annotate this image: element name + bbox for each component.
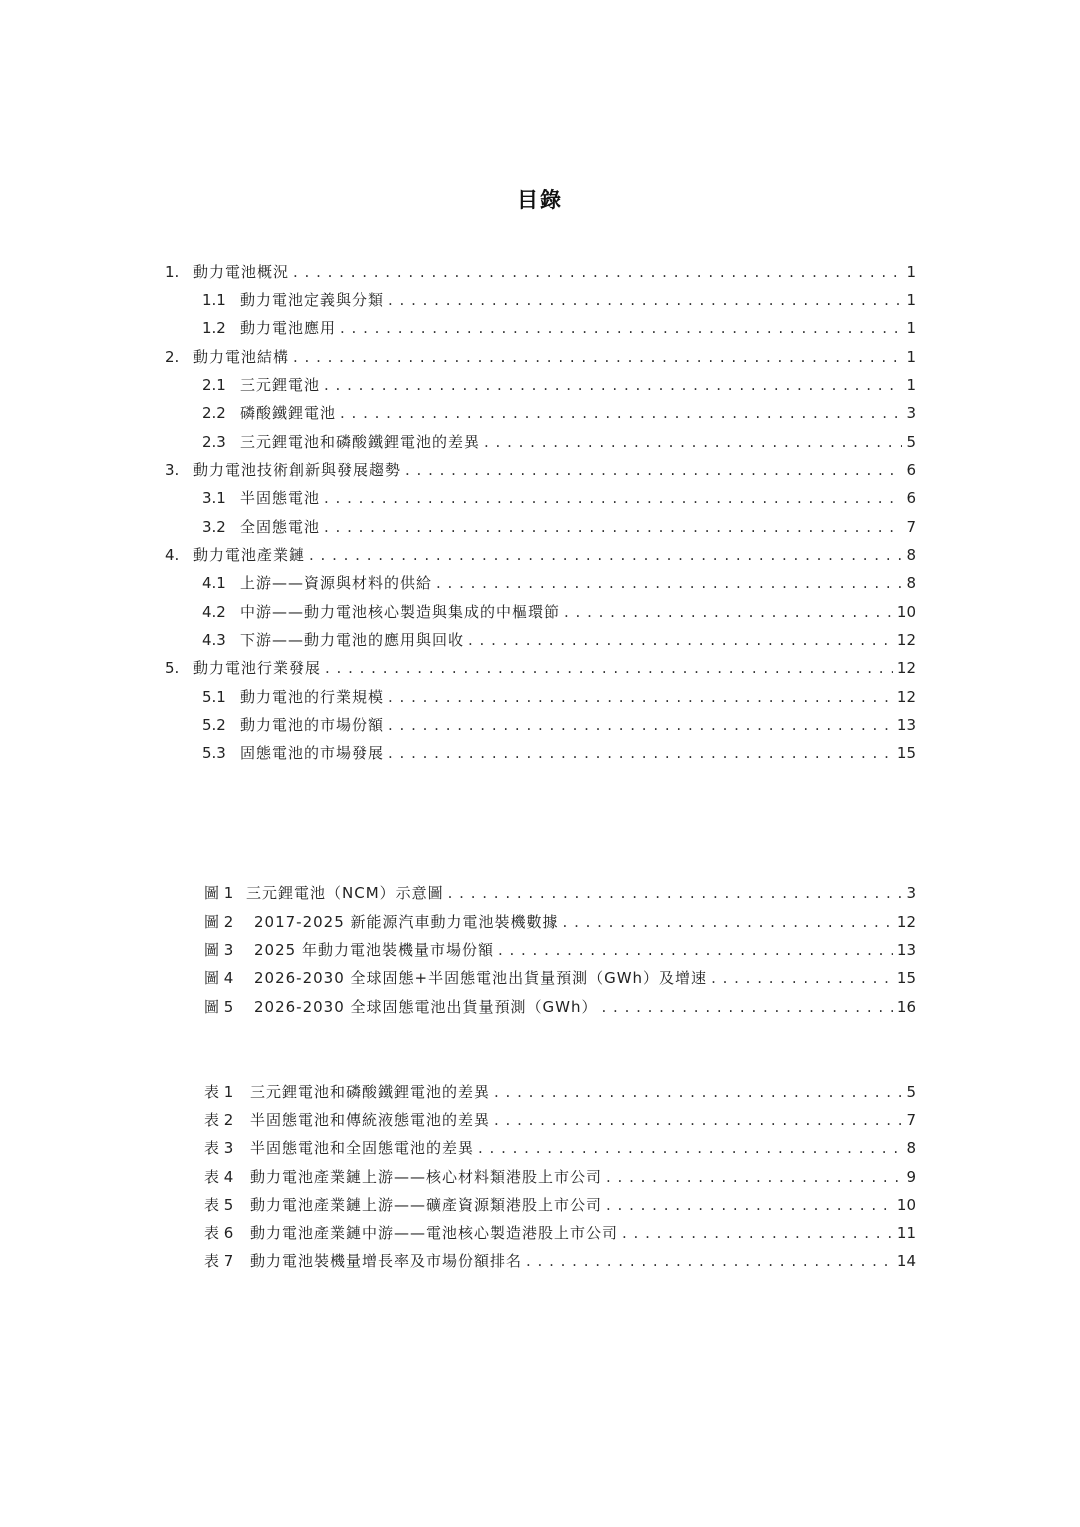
- figure-list-entry[interactable]: [204, 995, 916, 1019]
- toc-entry-number: 2.2: [202, 404, 226, 422]
- toc-entry-number: 2.3: [202, 433, 226, 451]
- toc-leader: [478, 1136, 902, 1160]
- toc-entry-number: 4.1: [202, 574, 226, 592]
- table-list-title: 動力電池產業鏈上游——礦產資源類港股上市公司: [250, 1196, 603, 1214]
- toc-entry-number: 3.1: [202, 489, 226, 507]
- table-list-number: 表 7: [204, 1252, 234, 1270]
- toc-entry[interactable]: [165, 543, 916, 567]
- toc-leader: [711, 966, 893, 990]
- table-list-title: 半固態電池和全固態電池的差異: [250, 1139, 475, 1157]
- toc-leader: [340, 401, 902, 425]
- toc-entry-number: 2.: [165, 348, 180, 366]
- toc-leader: [526, 1249, 893, 1273]
- toc-entry-title: 動力電池結構: [193, 348, 290, 366]
- toc-entry[interactable]: [202, 515, 916, 539]
- toc-entry-page: 5: [906, 433, 916, 451]
- table-list-number: 表 2: [204, 1111, 234, 1129]
- table-list-page: 11: [896, 1224, 916, 1242]
- table-list-entry[interactable]: [204, 1249, 916, 1273]
- toc-entry-title: 三元鋰電池和磷酸鐵鋰電池的差異: [240, 433, 481, 451]
- figure-list-number: 圖 1: [204, 884, 234, 902]
- toc-entry-number: 2.1: [202, 376, 226, 394]
- table-list-title: 動力電池產業鏈中游——電池核心製造港股上市公司: [250, 1224, 619, 1242]
- toc-entry-number: 1.2: [202, 319, 226, 337]
- toc-entry-title: 固態電池的市場發展: [240, 744, 385, 762]
- toc-leader: [494, 1108, 902, 1132]
- toc-entry-number: 1.1: [202, 291, 226, 309]
- toc-entry-title: 動力電池的行業規模: [240, 688, 385, 706]
- toc-entry[interactable]: [202, 600, 916, 624]
- toc-entry-number: 3.: [165, 461, 180, 479]
- toc-entry-number: 4.3: [202, 631, 226, 649]
- toc-entry-page: 8: [906, 574, 916, 592]
- table-list-entry[interactable]: [204, 1221, 916, 1245]
- toc-leader: [436, 571, 902, 595]
- toc-entry-title: 全固態電池: [240, 518, 321, 536]
- table-list-entry[interactable]: [204, 1108, 916, 1132]
- table-list-number: 表 1: [204, 1083, 234, 1101]
- toc-entry-number: 5.1: [202, 688, 226, 706]
- toc-entry[interactable]: [202, 373, 916, 397]
- toc-entry-number: 3.2: [202, 518, 226, 536]
- toc-entry-number: 1.: [165, 263, 180, 281]
- toc-leader: [606, 1193, 893, 1217]
- toc-leader: [293, 345, 902, 369]
- table-list-entry[interactable]: [204, 1080, 916, 1104]
- toc-entry[interactable]: [202, 571, 916, 595]
- table-list-title: 半固態電池和傳統液態電池的差異: [250, 1111, 491, 1129]
- toc-entry-page: 12: [896, 688, 916, 706]
- toc-leader: [340, 316, 902, 340]
- toc-leader: [498, 938, 893, 962]
- toc-leader: [564, 600, 893, 624]
- toc-leader: [388, 685, 893, 709]
- toc-entry-title: 三元鋰電池: [240, 376, 321, 394]
- table-list-page: 7: [906, 1111, 916, 1129]
- toc-leader: [606, 1165, 902, 1189]
- toc-entry-number: 5.2: [202, 716, 226, 734]
- toc-entry[interactable]: [165, 656, 916, 680]
- toc-leader: [293, 260, 902, 284]
- figure-list-page: 13: [896, 941, 916, 959]
- toc-entry-number: 5.: [165, 659, 180, 677]
- toc-entry-page: 1: [906, 291, 916, 309]
- figure-list-title: 2017-2025 新能源汽車動力電池裝機數據: [254, 913, 559, 931]
- figure-list-entry[interactable]: [204, 966, 916, 990]
- table-list-page: 5: [906, 1083, 916, 1101]
- figure-list-page: 16: [896, 998, 916, 1016]
- toc-entry-title: 半固態電池: [240, 489, 321, 507]
- table-list-number: 表 6: [204, 1224, 234, 1242]
- table-list-title: 三元鋰電池和磷酸鐵鋰電池的差異: [250, 1083, 491, 1101]
- toc-entry-title: 動力電池產業鏈: [193, 546, 306, 564]
- toc-entry-page: 1: [906, 263, 916, 281]
- toc-entry-title: 磷酸鐵鋰電池: [240, 404, 337, 422]
- toc-leader: [324, 373, 902, 397]
- toc-leader: [388, 741, 893, 765]
- toc-entry[interactable]: [202, 486, 916, 510]
- table-list-entry[interactable]: [204, 1193, 916, 1217]
- toc-leader: [405, 458, 902, 482]
- table-list-page: 14: [896, 1252, 916, 1270]
- toc-entry-page: 13: [896, 716, 916, 734]
- toc-entry[interactable]: [202, 685, 916, 709]
- toc-leader: [622, 1221, 893, 1245]
- figure-list-title: 2025 年動力電池裝機量市場份額: [254, 941, 494, 959]
- table-list-page: 8: [906, 1139, 916, 1157]
- toc-leader: [324, 515, 902, 539]
- toc-entry-number: 4.2: [202, 603, 226, 621]
- figure-list-title: 2026-2030 全球固態+半固態電池出貨量預測（GWh）及增速: [254, 969, 708, 987]
- figure-list-page: 3: [906, 884, 916, 902]
- toc-entry-title: 中游——動力電池核心製造與集成的中樞環節: [240, 603, 561, 621]
- table-list-title: 動力電池產業鏈上游——核心材料類港股上市公司: [250, 1168, 603, 1186]
- toc-leader: [484, 430, 902, 454]
- table-list-page: 10: [896, 1196, 916, 1214]
- toc-entry-page: 15: [896, 744, 916, 762]
- toc-leader: [602, 995, 893, 1019]
- toc-entry-page: 12: [896, 659, 916, 677]
- toc-entry-title: 動力電池概況: [193, 263, 290, 281]
- toc-entry-title: 動力電池應用: [240, 319, 337, 337]
- figure-list-page: 12: [896, 913, 916, 931]
- table-list-title: 動力電池裝機量增長率及市場份額排名: [250, 1252, 523, 1270]
- toc-entry-title: 動力電池行業發展: [193, 659, 322, 677]
- toc-leader: [325, 656, 893, 680]
- toc-entry-page: 10: [896, 603, 916, 621]
- figure-list-number: 圖 3: [204, 941, 234, 959]
- figure-list-number: 圖 2: [204, 913, 234, 931]
- table-list-entry[interactable]: [204, 1165, 916, 1189]
- table-list-page: 9: [906, 1168, 916, 1186]
- figure-list-number: 圖 5: [204, 998, 234, 1016]
- toc-entry-page: 3: [906, 404, 916, 422]
- toc-entry[interactable]: [202, 288, 916, 312]
- toc-entry-page: 8: [906, 546, 916, 564]
- toc-entry[interactable]: [202, 316, 916, 340]
- toc-entry-page: 1: [906, 319, 916, 337]
- table-list-number: 表 5: [204, 1196, 234, 1214]
- toc-entry[interactable]: [165, 345, 916, 369]
- figure-list-title: 2026-2030 全球固態電池出貨量預測（GWh）: [254, 998, 598, 1016]
- toc-entry[interactable]: [202, 713, 916, 737]
- figure-list-number: 圖 4: [204, 969, 234, 987]
- toc-entry-page: 1: [906, 348, 916, 366]
- toc-entry-number: 5.3: [202, 744, 226, 762]
- figure-list-entry[interactable]: [204, 910, 916, 934]
- toc-leader: [324, 486, 902, 510]
- toc-entry[interactable]: [165, 260, 916, 284]
- toc-leader: [309, 543, 902, 567]
- toc-leader: [563, 910, 893, 934]
- toc-entry[interactable]: [202, 628, 916, 652]
- figure-list-title: 三元鋰電池（NCM）示意圖: [246, 884, 444, 902]
- toc-entry[interactable]: [202, 401, 916, 425]
- table-list-entry[interactable]: [204, 1136, 916, 1160]
- toc-leader: [448, 881, 902, 905]
- toc-leader: [494, 1080, 902, 1104]
- toc-entry-page: 12: [896, 631, 916, 649]
- figure-list-entry[interactable]: [204, 881, 916, 905]
- toc-entry-page: 7: [906, 518, 916, 536]
- table-list-number: 表 4: [204, 1168, 234, 1186]
- toc-entry[interactable]: [165, 458, 916, 482]
- toc-entry[interactable]: [202, 430, 916, 454]
- figure-list-page: 15: [896, 969, 916, 987]
- toc-leader: [388, 713, 893, 737]
- toc-entry-page: 6: [906, 489, 916, 507]
- table-list-number: 表 3: [204, 1139, 234, 1157]
- toc-entry-number: 4.: [165, 546, 180, 564]
- toc-entry-title: 動力電池定義與分類: [240, 291, 385, 309]
- toc-entry-title: 上游——資源與材料的供給: [240, 574, 433, 592]
- toc-entry-page: 6: [906, 461, 916, 479]
- page-title: 目錄: [517, 188, 563, 212]
- figure-list-entry[interactable]: [204, 938, 916, 962]
- toc-entry-title: 下游——動力電池的應用與回收: [240, 631, 465, 649]
- toc-entry-title: 動力電池技術創新與發展趨勢: [193, 461, 402, 479]
- toc-leader: [388, 288, 902, 312]
- toc-entry-title: 動力電池的市場份額: [240, 716, 385, 734]
- toc-entry[interactable]: [202, 741, 916, 765]
- toc-entry-page: 1: [906, 376, 916, 394]
- toc-leader: [468, 628, 893, 652]
